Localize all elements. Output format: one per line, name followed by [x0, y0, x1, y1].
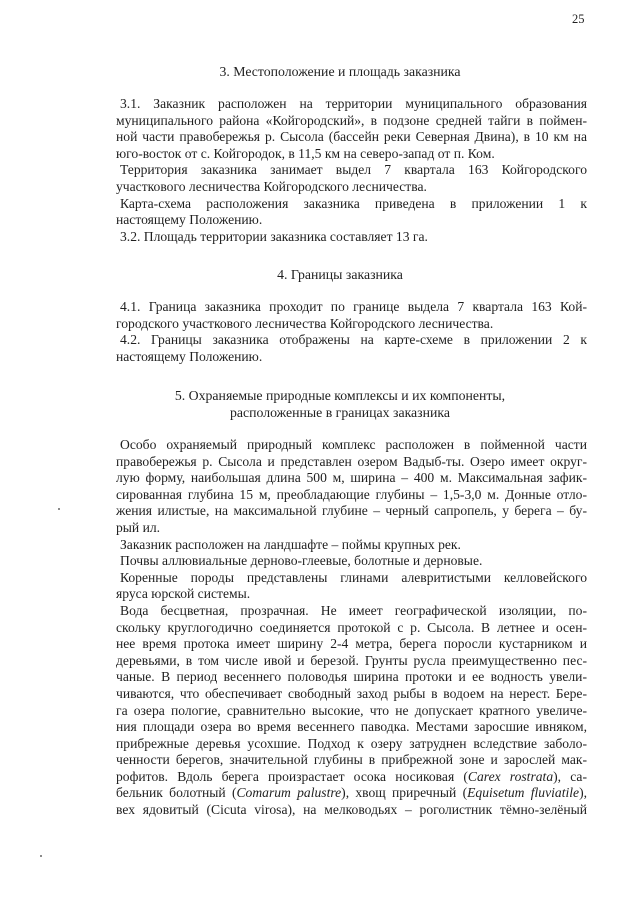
- text-line: муниципального района «Койгородский», в подзоне средней тайги в поймен-: [116, 112, 587, 128]
- paragraph-3-1: [116, 96, 587, 162]
- section-3-heading: 3. Местоположение и площадь заказника: [219, 64, 461, 79]
- section-3-body: [116, 96, 587, 245]
- paragraph-soils: [116, 553, 587, 570]
- text-line: ния площади озера во время весеннего паводка. Местами заросшие ивняком,: [116, 719, 587, 735]
- scan-speck: [58, 508, 60, 510]
- text-line: правобережья р. Сысола и представлен озером Вадыб-ты. Озеро имеет округ-: [116, 453, 587, 469]
- section-4-body: [116, 299, 587, 365]
- text-line: Почвы аллювиальные дерново-глеевые, болотные и дерновые.: [120, 553, 483, 569]
- text-line: настоящему Положению.: [116, 212, 263, 228]
- section-5-heading: [100, 387, 580, 421]
- text-line: яруса юрской системы.: [116, 586, 251, 602]
- text-line: Карта-схема расположения заказника приведена в приложении 1 к: [120, 195, 587, 211]
- text-line: га озера пологие, сравнительно высокие, что не допускает кратного увеличе-: [116, 702, 587, 718]
- text-line: сированная глубина 15 м, преобладающие глубины – 1,5-3,0 м. Донные отло-: [116, 486, 587, 502]
- text-line: ной части правобережья р. Сысола (бассейн реки Северная Двина), в 10 км на: [116, 129, 587, 145]
- text-line: настоящему Положению.: [116, 348, 263, 364]
- text-line: 3.1. Заказник расположен на территории муниципального образования: [120, 96, 587, 111]
- paragraph-bedrock: [116, 570, 587, 603]
- text-line: чиваются, что обеспечивает свободный заход рыбы в водоем на нерест. Бере-: [116, 685, 587, 701]
- text-line: Территория заказника занимает выдел 7 квартала 163 Койгородского: [120, 162, 587, 178]
- section-5-body: [116, 437, 587, 819]
- text-line: жения илистые, на максимальной глубине – черный сапропель, у берега – бу-: [116, 503, 587, 519]
- paragraph-4-1: [116, 299, 587, 332]
- section-5-heading-line: расположенные в границах заказника: [229, 405, 451, 420]
- text-line: деревьями, в том числе ивой и березой. Грунты русла преимущественно пес-: [116, 652, 587, 668]
- text-line: 4.1. Граница заказника проходит по границе выдела 7 квартала 163 Кой-: [120, 299, 587, 314]
- text-line: нее время протока имеет ширину 2-4 метра, берега поросли кустарником и: [116, 636, 587, 652]
- text-line: чаные. В период весеннего половодья ширина протоки и ее водность увели-: [116, 669, 587, 685]
- text-line: ченности берегов, значительной глубины в прибрежной зоне и зарослей мак-: [116, 752, 587, 768]
- text-line: Особо охраняемый природный комплекс расположен в пойменной части: [120, 437, 587, 452]
- paragraph-landscape: [116, 537, 587, 554]
- paragraph-3-2: [116, 229, 587, 246]
- text-line: Коренные породы представлены глинами алевритистыми келловейского: [120, 569, 587, 585]
- text-line: рый ил.: [116, 519, 161, 535]
- section-5-heading-line: 5. Охраняемые природные комплексы и их компоненты,: [174, 388, 506, 403]
- paragraph-lake: [116, 437, 587, 537]
- text-line: вех ядовитый (Cicuta virosa), на мелководьях – роголистник тёмно-зелёный: [116, 802, 587, 818]
- text-line: Заказник расположен на ландшафте – поймы крупных рек.: [120, 536, 461, 552]
- text-line: 4.2. Границы заказника отображены на карте-схеме в приложении 2 к: [120, 332, 587, 348]
- scan-speck: [40, 855, 42, 857]
- section-4-heading: 4. Границы заказника: [277, 267, 403, 282]
- paragraph-territory: [116, 162, 587, 195]
- text-line: участкового лесничества Койгородского лесничества.: [116, 178, 427, 194]
- page-number: 25: [572, 12, 585, 26]
- text-line: лую форму, наибольшая длина 500 м, ширина – 400 м. Максимальная зафик-: [116, 470, 587, 486]
- text-line: юго-восток от с. Койгородок, в 11,5 км на северо-запад от п. Ком.: [116, 145, 495, 161]
- text-line: бельник болотный (Comarum palustre), хвощ приречный (Equisetum fluviatile),: [116, 785, 587, 801]
- text-line: городского участкового лесничества Койгородского лесничества.: [116, 315, 494, 331]
- text-line: 3.2. Площадь территории заказника составляет 13 га.: [120, 228, 428, 244]
- text-line: Вода бесцветная, прозрачная. Не имеет географической изоляции, по-: [120, 602, 587, 618]
- paragraph-4-2: [116, 332, 587, 365]
- text-line: рофитов. Вдоль берега произрастает осока носиковая (Carex rostrata), са-: [116, 768, 587, 784]
- text-line: скольку круглогодично соединяется протокой с р. Сысола. В летнее и осен-: [116, 619, 587, 635]
- text-line: прибрежные деревья усохшие. Подход к озеру затруднен вследствие заболо-: [116, 735, 587, 751]
- paragraph-water: [116, 603, 587, 819]
- paragraph-map-scheme: [116, 196, 587, 229]
